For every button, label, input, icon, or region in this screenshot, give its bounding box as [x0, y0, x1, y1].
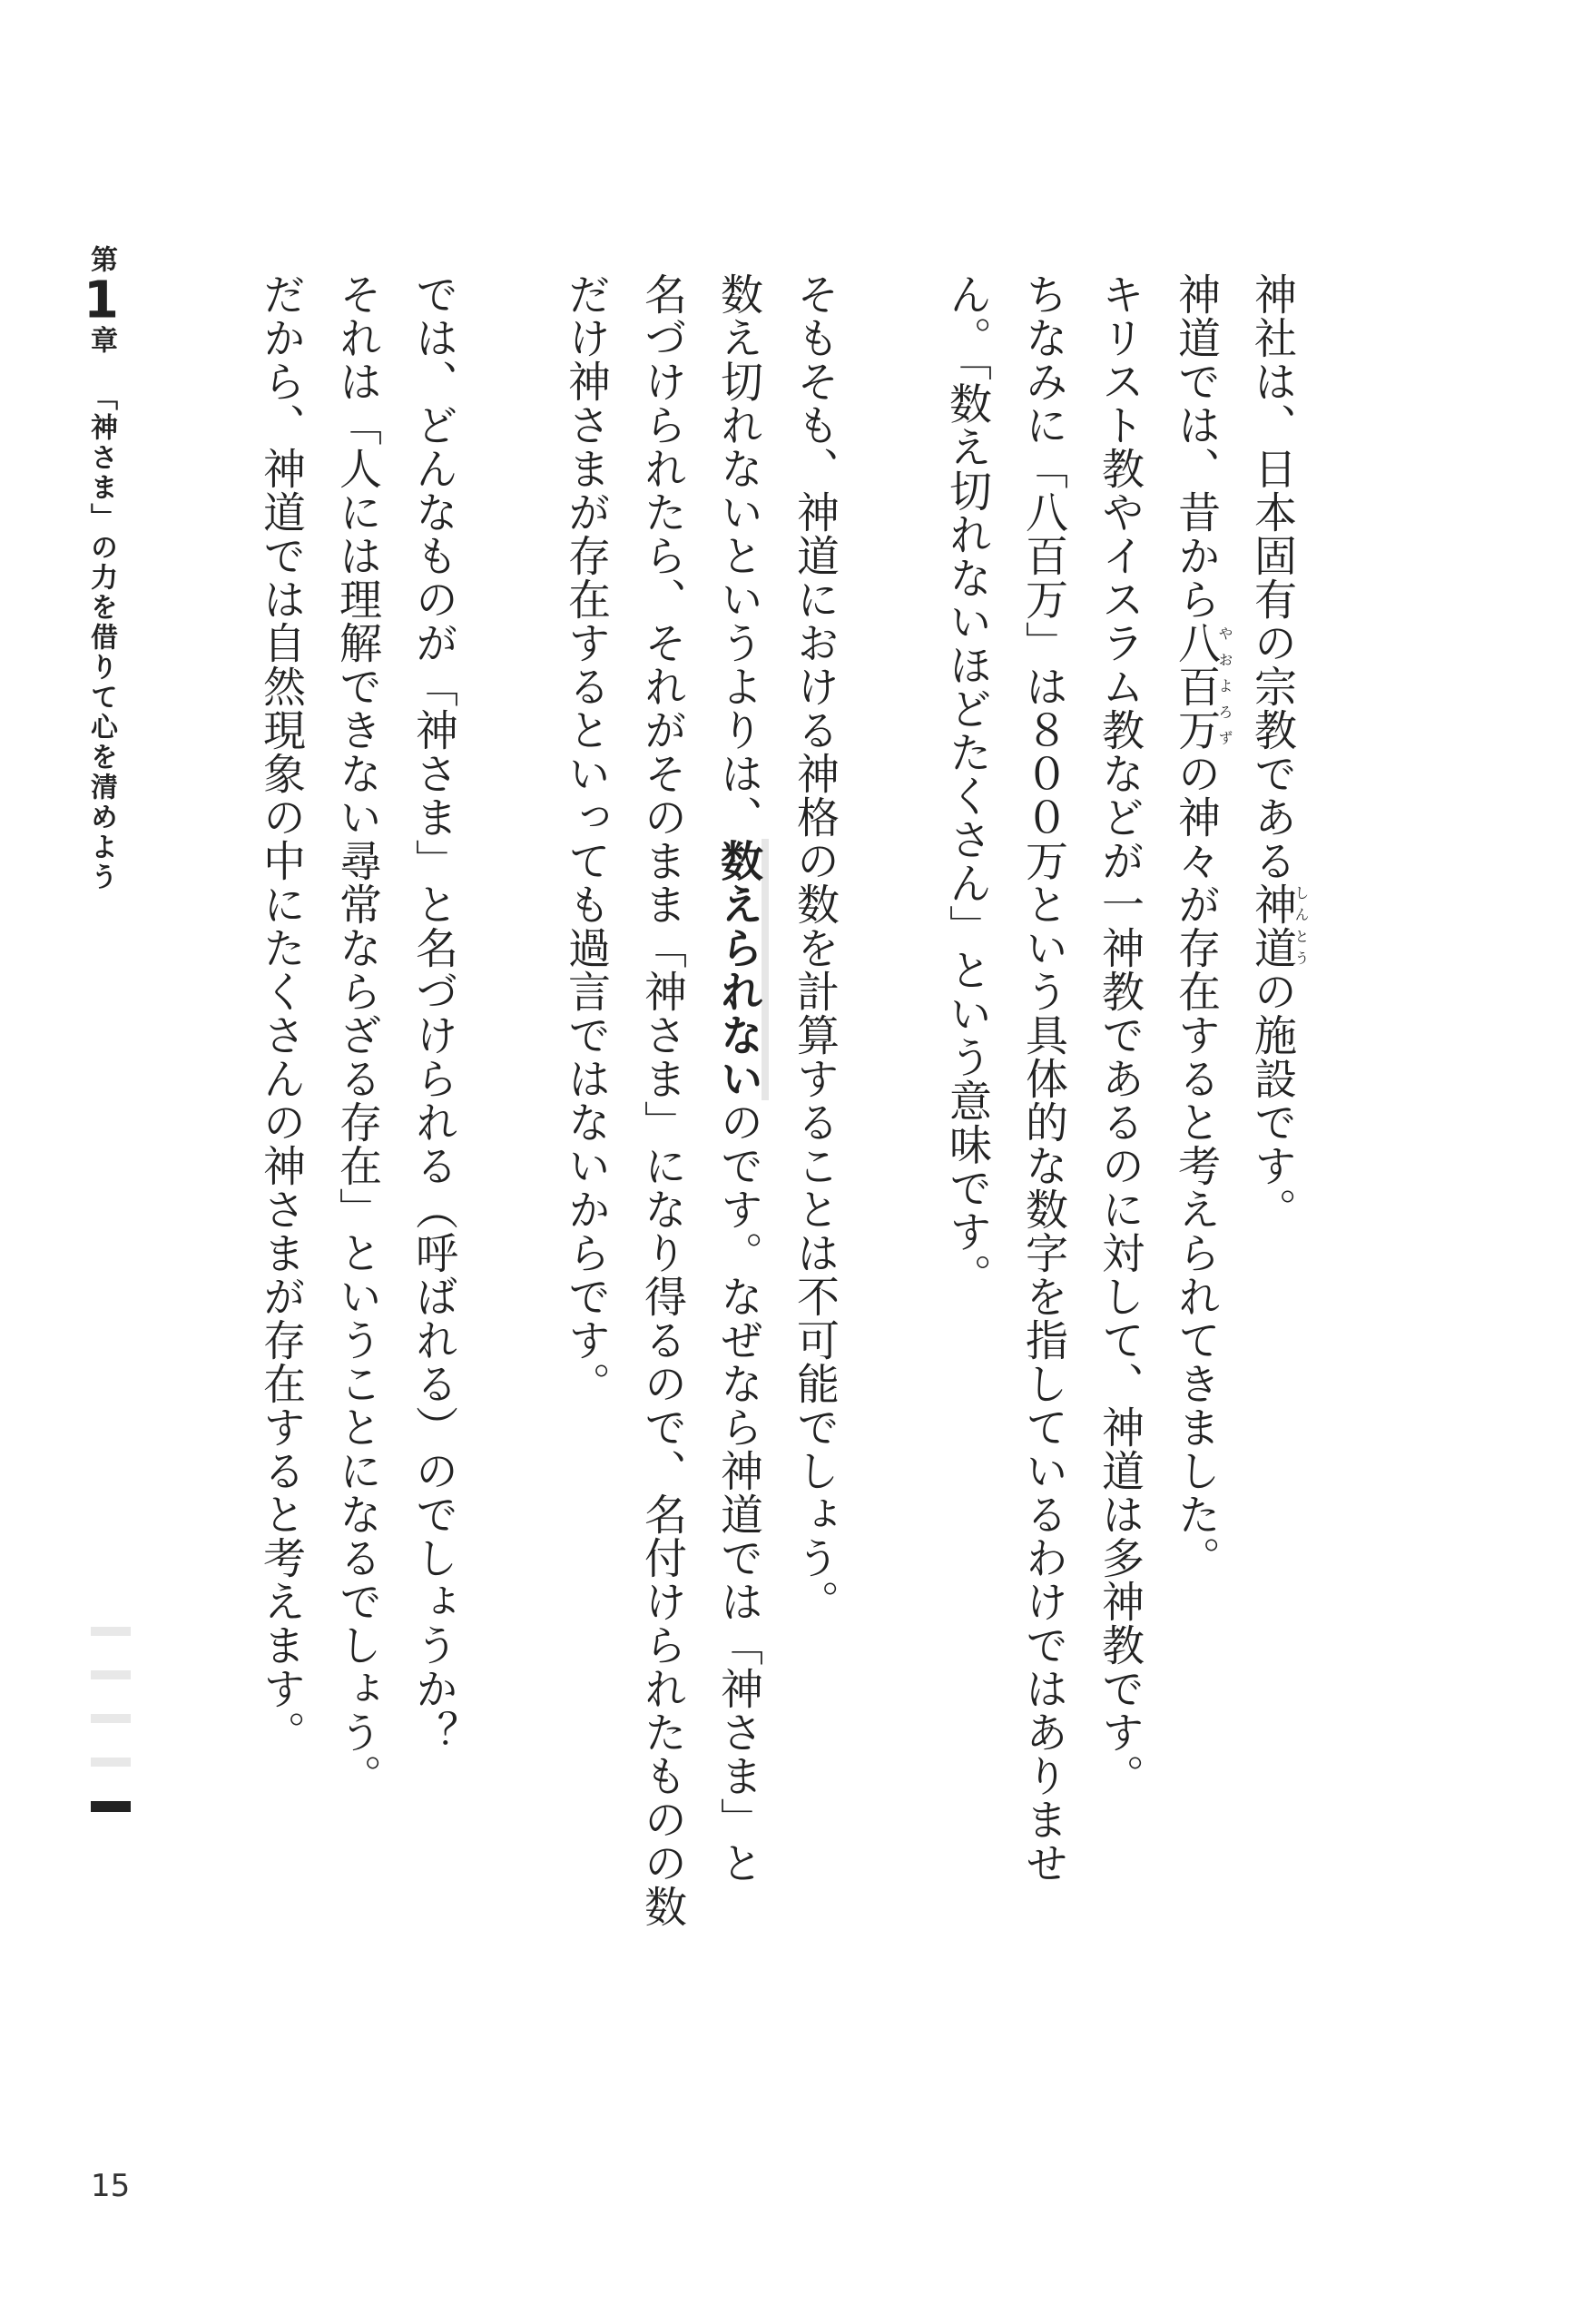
emphasized-phrase: 数えられない [708, 839, 769, 1100]
paragraph [547, 272, 852, 1961]
chapter-suffix: 章 [85, 326, 117, 356]
text-segment: 神社は、日本固有の宗教である [1247, 272, 1297, 882]
chapter-tab [91, 1670, 131, 1679]
paragraph [242, 272, 471, 1961]
text-line: ん。「数え切れないほどたくさん」という意味です。 [942, 272, 992, 1297]
ruby-base: 神道 [1247, 882, 1297, 970]
text-line: 名づけられたら、それがそのまま「神さま」になり得るので、名付けられたものの数 [637, 272, 687, 1928]
ruby-reading: しんとう [1292, 882, 1310, 970]
text-segment: の施設です。 [1247, 970, 1297, 1231]
chapter-tab [91, 1627, 131, 1636]
chapter-prefix: 第 [85, 245, 117, 275]
text-line: それは「人には理解できない尋常ならざる存在」ということになるでしょう。 [332, 272, 382, 1797]
chapter-number: 1 [84, 275, 119, 326]
ruby-term [1171, 621, 1233, 752]
chapter-label [84, 245, 131, 892]
text-line [700, 272, 776, 1961]
text-segment: の神々が存在すると考えられてきました。 [1171, 752, 1221, 1580]
page-number: 15 [91, 2168, 131, 2204]
chapter-title: 「神さま」の力を借りて心を清めよう [85, 383, 117, 892]
ruby-term [1247, 882, 1310, 970]
paragraph [929, 272, 1310, 1961]
text-line: では、どんなものが「神さま」と名づけられる（呼ばれる）のでしょうか？ [408, 272, 458, 1754]
text-segment: 神道では、昔から [1171, 272, 1221, 621]
text-line: ちなみに「八百万」は８００万という具体的な数字を指しているわけではありませ [1018, 272, 1068, 1885]
text-segment: 数え切れないというよりは、 [713, 272, 763, 839]
chapter-tab-marks [91, 1627, 131, 1846]
chapter-tab-active [91, 1801, 131, 1812]
text-segment: のです。なぜなら神道では「神さま」と [713, 1100, 763, 1885]
text-line: だけ神さまが存在するといっても過言ではないからです。 [561, 272, 611, 1405]
text-line [1157, 272, 1233, 1961]
ruby-reading: やおよろず [1216, 621, 1233, 752]
text-line: だから、神道では自然現象の中にたくさんの神さまが存在すると考えます。 [256, 272, 306, 1754]
chapter-tab [91, 1714, 131, 1723]
body-text [242, 272, 1310, 1961]
text-line: そもそも、神道における神格の数を計算することは不可能でしょう。 [790, 272, 840, 1623]
ruby-base: 八百万 [1171, 621, 1221, 752]
text-line: キリスト教やイスラム教などが一神教であるのに対して、神道は多神教です。 [1095, 272, 1145, 1797]
chapter-tab [91, 1758, 131, 1767]
text-line [1233, 272, 1310, 1961]
